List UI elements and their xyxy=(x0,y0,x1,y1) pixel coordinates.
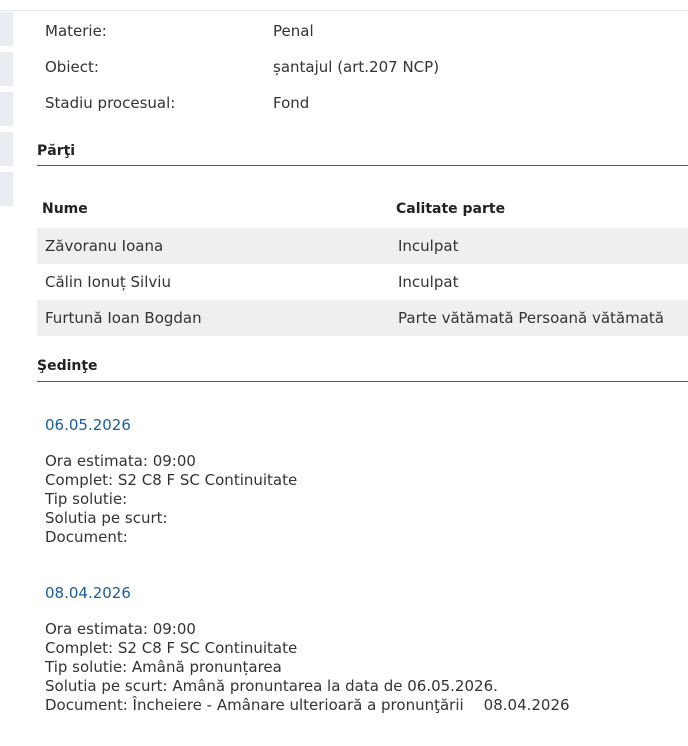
table-row xyxy=(37,300,688,336)
top-strip xyxy=(0,0,688,11)
cell-nume: Furtună Ioan Bogdan xyxy=(45,309,202,327)
detail-value: Penal xyxy=(273,22,314,40)
hearing-solutia: Solutia pe scurt: Amână pronuntarea la data de 06.05.2026. xyxy=(45,677,498,695)
table-row xyxy=(37,264,688,300)
side-tab[interactable] xyxy=(0,12,13,46)
header-nume: Nume xyxy=(42,201,88,217)
cell-calitate: Inculpat xyxy=(398,237,459,255)
detail-value: șantajul (art.207 NCP) xyxy=(273,58,440,76)
hearing-document-text: Document: xyxy=(45,528,128,546)
section-divider xyxy=(37,165,688,166)
hearing-document-date: 08.04.2026 xyxy=(483,696,570,714)
hearing-document-text: Document: Încheiere - Amânare ulterioară a pronunţării xyxy=(45,696,464,714)
side-tab[interactable] xyxy=(0,132,13,166)
hearing-tip-solutie: Tip solutie: Amână pronunțarea xyxy=(45,658,282,676)
side-tab[interactable] xyxy=(0,92,13,126)
hearing-date: 06.05.2026 xyxy=(45,416,131,434)
cell-nume: Călin Ionuț Silviu xyxy=(45,273,171,291)
detail-label: Materie: xyxy=(45,22,107,40)
parti-section-title: Părţi xyxy=(37,143,76,159)
hearing-item xyxy=(45,415,665,547)
hearing-tip-solutie: Tip solutie: xyxy=(45,490,128,508)
header-calitate: Calitate parte xyxy=(396,201,506,217)
cell-nume: Zăvoranu Ioana xyxy=(45,237,164,255)
hearing-item xyxy=(45,583,665,715)
hearing-complet: Complet: S2 C8 F SC Continuitate xyxy=(45,471,298,489)
hearing-date: 08.04.2026 xyxy=(45,584,131,602)
parti-table xyxy=(37,192,688,336)
hearing-document xyxy=(45,696,665,715)
detail-label: Obiect: xyxy=(45,58,99,76)
detail-value: Fond xyxy=(273,94,310,112)
cell-calitate: Parte vătămată Persoană vătămată xyxy=(398,309,664,327)
detail-label: Stadiu procesual: xyxy=(45,94,176,112)
side-tab[interactable] xyxy=(0,52,13,86)
section-divider xyxy=(37,381,688,382)
sedinte-section-title: Şedinţe xyxy=(37,358,98,374)
hearing-complet: Complet: S2 C8 F SC Continuitate xyxy=(45,639,298,657)
hearing-solutia: Solutia pe scurt: xyxy=(45,509,168,527)
table-header xyxy=(37,192,688,228)
table-row xyxy=(37,228,688,264)
hearing-ora: Ora estimata: 09:00 xyxy=(45,620,196,638)
cell-calitate: Inculpat xyxy=(398,273,459,291)
hearing-document xyxy=(45,528,665,547)
side-tab[interactable] xyxy=(0,172,13,206)
left-side-tabs xyxy=(0,12,13,212)
hearing-ora: Ora estimata: 09:00 xyxy=(45,452,196,470)
